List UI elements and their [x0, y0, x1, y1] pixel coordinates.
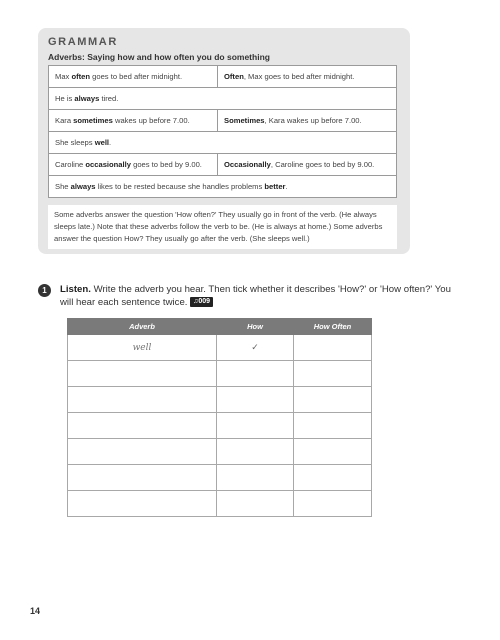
example-how-often [294, 335, 372, 361]
answer-cell-how-often[interactable] [294, 387, 372, 413]
example-cell-right [218, 110, 397, 132]
adverb-highlight: well [94, 138, 110, 147]
adverb-highlight: always [74, 94, 100, 103]
exercise-1 [38, 283, 458, 309]
example-how-tick: ✓ [217, 335, 294, 361]
example-row [49, 176, 397, 198]
example-row [49, 154, 397, 176]
example-cell-left [49, 154, 218, 176]
header-adverb: Adverb [68, 319, 217, 335]
example-row [49, 132, 397, 154]
example-text: goes to bed by 9.00. [130, 160, 202, 169]
answer-table [67, 318, 372, 517]
answer-cell-how-often[interactable] [294, 465, 372, 491]
adverb-highlight: better [264, 182, 286, 191]
example-text: wakes up before 7.00. [112, 116, 190, 125]
answer-cell-how-often[interactable] [294, 361, 372, 387]
grammar-note: Some adverbs answer the question 'How often?' They usually go in front of the verb. (He always sleeps late.) Note that these adverbs follow the verb to be. (He is always at home.) Some adverbs answer the question How? They usually go after the verb. (She sleeps well.) [48, 205, 397, 249]
answer-cell-how[interactable] [217, 387, 294, 413]
example-cell-right [218, 66, 397, 88]
adverb-highlight: Often [224, 72, 244, 81]
table-row [68, 491, 372, 517]
answer-cell-adverb[interactable] [68, 387, 217, 413]
adverb-highlight: Sometimes [224, 116, 265, 125]
grammar-title: GRAMMAR [48, 36, 118, 48]
example-row [49, 66, 397, 88]
table-row [68, 413, 372, 439]
example-text: He is [55, 94, 75, 103]
table-row [68, 465, 372, 491]
table-row [68, 361, 372, 387]
audio-track-number: 009 [198, 298, 211, 306]
exercise-instruction [60, 283, 458, 309]
page-number: 14 [30, 606, 41, 616]
example-text: tired. [99, 94, 119, 103]
answer-cell-how[interactable] [217, 361, 294, 387]
answer-cell-how[interactable] [217, 439, 294, 465]
adverb-highlight: sometimes [73, 116, 113, 125]
example-text: Max [55, 72, 72, 81]
instruction-text: Write the adverb you hear. Then tick whether it describes 'How?' or 'How often?' You will hear each sentence twice. [60, 284, 451, 308]
answer-cell-adverb[interactable] [68, 465, 217, 491]
example-text: She sleeps [55, 138, 95, 147]
instruction-bold: Listen. [60, 284, 91, 295]
adverb-highlight: Occasionally [224, 160, 271, 169]
example-text: . [109, 138, 112, 147]
example-adverb: well [68, 335, 217, 361]
example-text: , Caroline goes to bed by 9.00. [270, 160, 375, 169]
example-text: . [285, 182, 288, 191]
exercise-number: 1 [38, 284, 51, 297]
example-cell-full [49, 88, 397, 110]
example-text: Caroline [55, 160, 86, 169]
audio-track-icon[interactable]: ♫009 [190, 297, 213, 307]
grammar-panel [38, 28, 410, 254]
example-cell-right [218, 154, 397, 176]
answer-cell-how[interactable] [217, 491, 294, 517]
answer-cell-how[interactable] [217, 465, 294, 491]
table-row [68, 335, 372, 361]
table-row [68, 387, 372, 413]
header-how: How [217, 319, 294, 335]
answer-cell-adverb[interactable] [68, 413, 217, 439]
answer-cell-how[interactable] [217, 413, 294, 439]
example-cell-full [49, 132, 397, 154]
answer-cell-how-often[interactable] [294, 491, 372, 517]
example-text: likes to be rested because she handles problems [95, 182, 265, 191]
example-cell-full [49, 176, 397, 198]
answer-cell-adverb[interactable] [68, 439, 217, 465]
adverb-highlight: occasionally [85, 160, 131, 169]
example-cell-left [49, 110, 218, 132]
grammar-subtitle: Adverbs: Saying how and how often you do something [48, 52, 270, 62]
example-text: , Kara wakes up before 7.00. [264, 116, 362, 125]
adverb-highlight: always [70, 182, 96, 191]
header-how-often: How Often [294, 319, 372, 335]
answer-cell-how-often[interactable] [294, 439, 372, 465]
example-cell-left [49, 66, 218, 88]
answer-cell-adverb[interactable] [68, 361, 217, 387]
example-text: , Max goes to bed after midnight. [243, 72, 355, 81]
examples-table [48, 65, 397, 198]
example-row [49, 88, 397, 110]
example-text: She [55, 182, 71, 191]
example-row [49, 110, 397, 132]
example-text: Kara [55, 116, 74, 125]
answer-cell-adverb[interactable] [68, 491, 217, 517]
table-row [68, 439, 372, 465]
adverb-highlight: often [71, 72, 91, 81]
answer-cell-how-often[interactable] [294, 413, 372, 439]
example-text: goes to bed after midnight. [90, 72, 183, 81]
